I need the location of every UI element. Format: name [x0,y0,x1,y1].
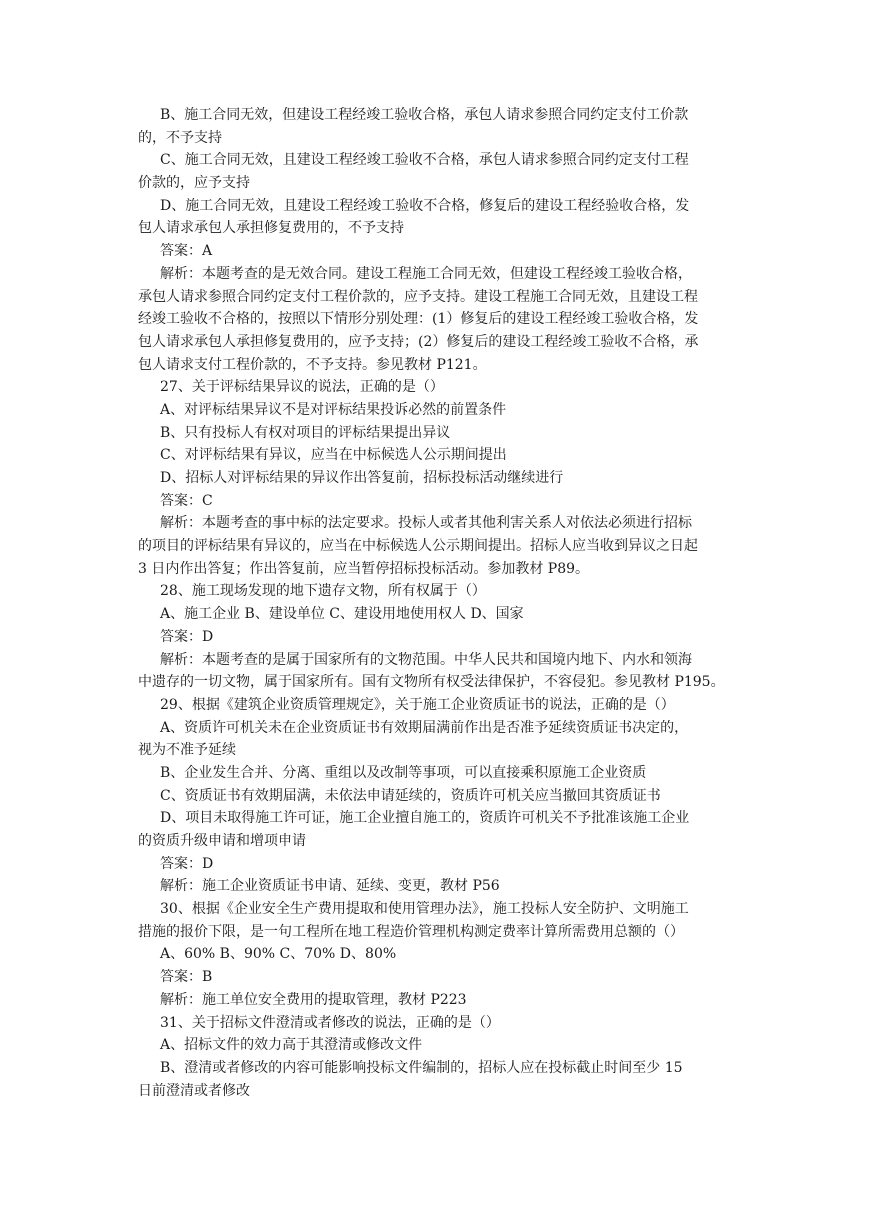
text-line: 日前澄清或者修改 [138,1082,250,1099]
text-line: B、澄清或者修改的内容可能影响投标文件编制的，招标人应在投标截止时间至少 15 [160,1059,683,1076]
text-line: 29、根据《建筑企业资质管理规定》，关于施工企业资质证书的说法，正确的是（） [160,696,675,713]
text-line: 3 日内作出答复；作出答复前，应当暂停招标投标活动。参加教材 P89。 [138,560,590,577]
text-line: C、资质证书有效期届满，未依法申请延续的，资质许可机关应当撤回其资质证书 [160,787,661,804]
text-line: 解析：本题考查的是无效合同。建设工程施工合同无效，但建设工程经竣工验收合格， [160,265,692,282]
text-line: D、项目未取得施工许可证，施工企业擅自施工的，资质许可机关不予批准该施工企业 [160,810,690,827]
text-line: A、施工企业 B、建设单位 C、建设用地使用权人 D、国家 [160,606,524,623]
text-line: C、施工合同无效，且建设工程经竣工验收不合格，承包人请求参照合同约定支付工程 [160,152,689,169]
text-line: A、60% B、90% C、70% D、80% [160,946,397,963]
text-line: 的，不予支持 [138,129,222,146]
text-line: 措施的报价下限，是一句工程所在地工程造价管理机构测定费率计算所需费用总额的（） [138,923,684,940]
text-line: 解析：施工企业资质证书申请、延续、变更，教材 P56 [160,878,500,895]
text-line: A、招标文件的效力高于其澄清或修改文件 [160,1037,423,1054]
text-line: 解析：施工单位安全费用的提取管理，教材 P223 [160,991,467,1008]
text-line: A、对评标结果异议不是对评标结果投诉必然的前置条件 [160,401,507,418]
text-line: 中遗存的一切文物，属于国家所有。国有文物所有权受法律保护，不容侵犯。参见教材 P195。 [138,674,725,691]
text-line: 包人请求承包人承担修复费用的，不予支持 [138,220,404,237]
text-line: 30、根据《企业安全生产费用提取和使用管理办法》，施工投标人安全防护、文明施工 [160,901,689,918]
text-line: 27、关于评标结果异议的说法，正确的是（） [160,379,444,396]
document-page [138,104,738,1102]
text-line: 视为不准予延续 [138,742,236,759]
text-line: D、施工合同无效，且建设工程经竣工验收不合格，修复后的建设工程经验收合格，发 [160,197,690,214]
text-line: 28、施工现场发现的地下遗存文物，所有权属于（） [160,583,486,600]
text-line: B、企业发生合并、分离、重组以及改制等事项，可以直接乘积原施工企业资质 [160,764,647,781]
text-line: 解析：本题考查的是属于国家所有的文物范围。中华人民共和国境内地下、内水和领海 [160,651,692,668]
text-line: 承包人请求参照合同约定支付工程价款的，应予支持。建设工程施工合同无效，且建设工程 [138,288,698,305]
text-line: B、只有投标人有权对项目的评标结果提出异议 [160,424,451,441]
text-line: A、资质许可机关未在企业资质证书有效期届满前作出是否准予延续资质证书决定的， [160,719,689,736]
text-line: 的项目的评标结果有异议的，应当在中标候选人公示期间提出。招标人应当收到异议之日起 [138,538,698,555]
text-line: 包人请求承包人承担修复费用的，应予支持；(2）修复后的建设工程经竣工验收不合格，承 [138,333,699,350]
text-line: 包人请求支付工程价款的，不予支持。参见教材 P121。 [138,356,487,373]
text-line: 31、关于招标文件澄清或者修改的说法，正确的是（） [160,1014,500,1031]
text-line: 解析：本题考查的事中标的法定要求。投标人或者其他利害关系人对依法必须进行招标 [160,515,692,532]
text-line: D、招标人对评标结果的异议作出答复前，招标投标活动继续进行 [160,470,564,486]
text-line: C、对评标结果有异议，应当在中标候选人公示期间提出 [160,447,507,464]
text-line: 价款的，应予支持 [138,175,250,192]
text-line: 答案：A [160,243,213,260]
text-line: B、施工合同无效，但建设工程经竣工验收合格，承包人请求参照合同约定支付工价款 [160,107,689,123]
text-line: 经竣工验收不合格的，按照以下情形分别处理：(1）修复后的建设工程经竣工验收合格，发 [138,311,699,328]
text-line: 的资质升级申请和增项申请 [138,833,306,849]
text-line: 答案：C [160,492,213,509]
text-line: 答案：B [160,969,213,986]
text-line: 答案：D [160,855,214,872]
text-line: 答案：D [160,628,214,645]
